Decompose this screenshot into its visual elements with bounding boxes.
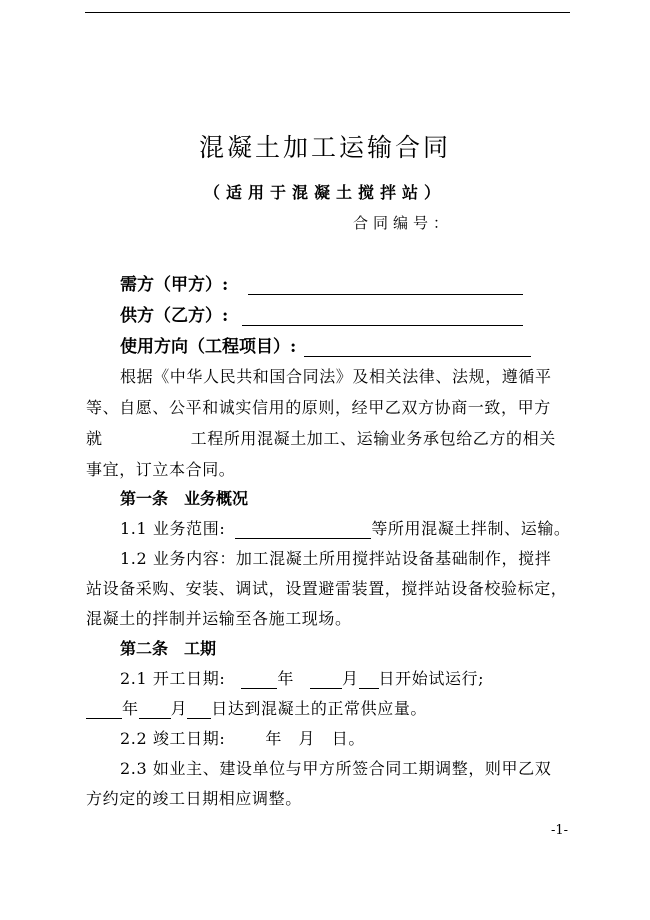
article-1-item-2-line-2: 站设备采购、安装、调试，设置避雷装置，搅拌站设备校验标定， (86, 579, 568, 598)
business-scope-blank (235, 522, 371, 539)
article-2-heading: 第二条 工期 (120, 639, 217, 658)
completion-date-label: 2.2 竣工日期: (120, 729, 226, 748)
buyer-party-label: 需方（甲方）: (120, 275, 229, 295)
document-subtitle: （适用于混凝土搅拌站） (203, 183, 446, 202)
usage-row (120, 332, 531, 357)
article-1-item-2-line-3: 混凝土的拌制并运输至各施工现场。 (86, 609, 352, 628)
supplier-party-blank (242, 308, 523, 326)
article-1-item-2-line-1: 1.2 业务内容：加工混凝土所用搅拌站设备基础制作，搅拌 (120, 549, 552, 568)
start-date-line (120, 666, 484, 689)
completion-date-line (120, 726, 365, 749)
start-year-blank (241, 672, 277, 689)
start-date-tail: 日开始试运行; (378, 669, 485, 688)
business-scope-label: 1.1 业务范围: (120, 519, 226, 538)
normal-month-unit: 月 (170, 699, 188, 718)
preamble-line-4: 事宜，订立本合同。 (86, 460, 236, 479)
schedule-adjust-line-1: 2.3 如业主、建设单位与甲方所签合同工期调整，则甲乙双 (120, 759, 552, 778)
article-1-heading: 第一条 业务概况 (120, 489, 249, 508)
usage-blank (304, 339, 531, 357)
preamble-line-3 (86, 426, 556, 449)
start-month-blank (310, 672, 342, 689)
supplier-party-row (120, 301, 523, 326)
header-rule (85, 12, 570, 13)
supplier-party-label: 供方（乙方）: (120, 306, 229, 326)
usage-label: 使用方向（工程项目）: (120, 337, 297, 357)
completion-date-value: 年 月 日。 (265, 729, 365, 748)
start-day-blank (359, 672, 379, 689)
buyer-party-blank (248, 277, 523, 295)
normal-year-unit: 年 (122, 699, 139, 718)
preamble-line-3-rest: 工程所用混凝土加工、运输业务承包给乙方的相关 (190, 429, 556, 448)
preamble-line-2: 等、自愿、公平和诚实信用的原则，经甲乙双方协商一致，甲方 (86, 398, 551, 417)
page-number: -1- (551, 823, 569, 838)
normal-month-blank (139, 702, 171, 719)
preamble-line-1: 根据《中华人民共和国合同法》及相关法律、法规，遵循平 (120, 367, 552, 386)
contract-number-label: 合同编号： (353, 214, 454, 232)
normal-year-blank (86, 702, 122, 719)
start-month-unit: 月 (341, 669, 359, 688)
normal-day-blank (187, 702, 211, 719)
start-year-unit: 年 (277, 669, 294, 688)
document-title: 混凝土加工运输合同 (198, 133, 451, 162)
preamble-line-3-start: 就 (86, 429, 103, 448)
buyer-party-row (120, 270, 523, 295)
normal-supply-line (86, 696, 427, 719)
business-scope-tail: 等所用混凝土拌制、运输。 (371, 519, 571, 538)
schedule-adjust-line-2: 方约定的竣工日期相应调整。 (86, 789, 302, 808)
start-date-label: 2.1 开工日期: (120, 669, 226, 688)
normal-supply-tail: 日达到混凝土的正常供应量。 (211, 699, 428, 718)
article-1-item-1 (120, 516, 571, 539)
